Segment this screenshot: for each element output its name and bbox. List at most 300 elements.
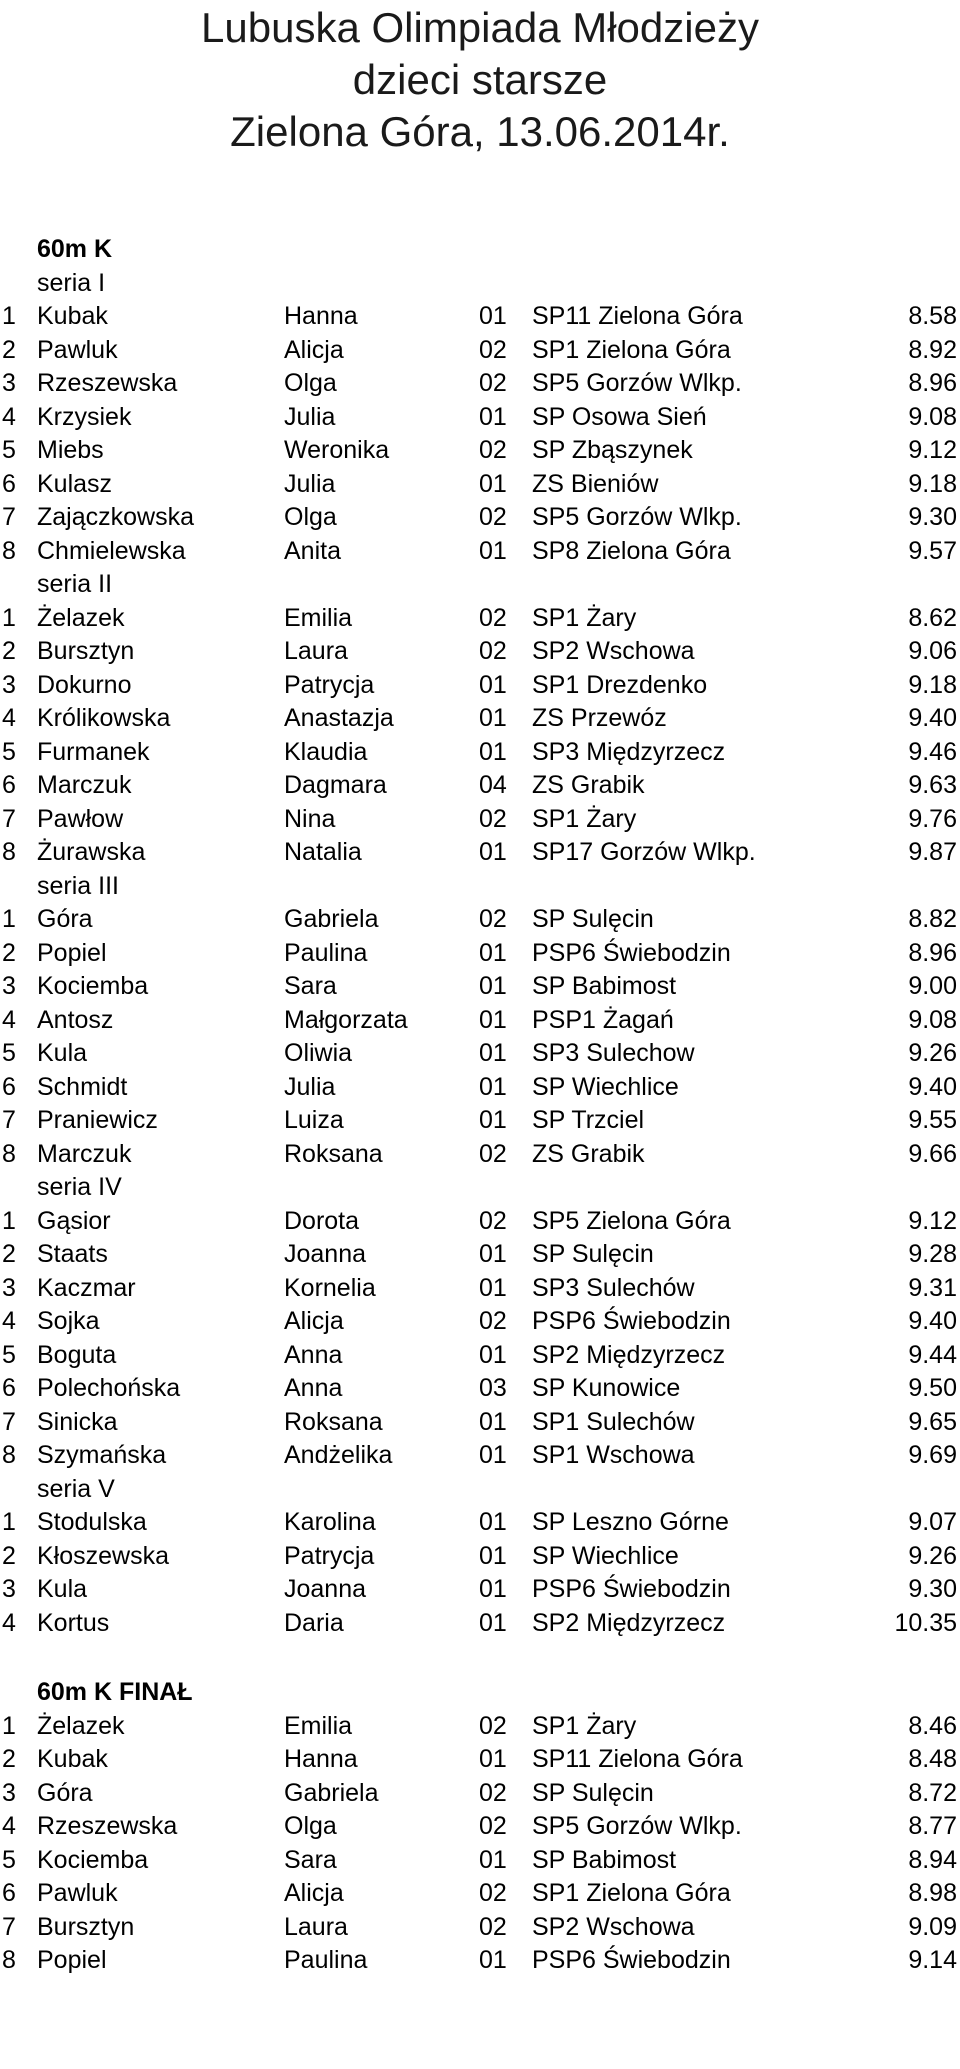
surname-cell: Kociemba	[37, 972, 149, 1000]
birth-year-cell: 04	[479, 771, 507, 799]
time-cell: 9.18	[908, 670, 957, 699]
place-cell: 4	[2, 1608, 16, 1637]
birth-year-cell: 01	[479, 1106, 507, 1134]
school-cell: SP5 Gorzów Wlkp.	[532, 1812, 742, 1840]
result-row	[0, 903, 960, 937]
time-cell: 9.65	[908, 1407, 957, 1436]
place-cell: 5	[2, 1845, 16, 1874]
first-name-cell: Julia	[284, 402, 336, 431]
place-cell: 3	[2, 1575, 16, 1603]
series-label: seria II	[37, 570, 113, 598]
first-name-cell: Olga	[284, 503, 337, 531]
result-row	[0, 1372, 960, 1406]
school-cell: ZS Grabik	[532, 1139, 645, 1168]
birth-year-cell: 02	[479, 1307, 507, 1335]
place-cell: 7	[2, 503, 16, 531]
school-cell: PSP6 Świebodzin	[532, 1946, 731, 1974]
birth-year-cell: 02	[479, 905, 507, 933]
first-name-cell: Anna	[284, 1340, 343, 1369]
first-name-cell: Gabriela	[284, 1778, 379, 1807]
school-cell: SP11 Zielona Góra	[532, 302, 743, 330]
result-row	[0, 1506, 960, 1540]
surname-cell: Kubak	[37, 1745, 108, 1773]
time-cell: 9.50	[908, 1374, 957, 1402]
series-heading	[0, 267, 960, 301]
series-label: seria I	[37, 268, 106, 297]
result-row	[0, 300, 960, 334]
result-row	[0, 535, 960, 569]
first-name-cell: Paulina	[284, 1946, 368, 1974]
time-cell: 9.57	[908, 536, 957, 565]
place-cell: 7	[2, 804, 16, 833]
school-cell: SP8 Zielona Góra	[532, 536, 731, 565]
time-cell: 9.40	[908, 704, 957, 732]
school-cell: SP2 Wschowa	[532, 1912, 695, 1941]
result-row	[0, 1004, 960, 1038]
birth-year-cell: 01	[479, 1340, 507, 1369]
time-cell: 9.12	[908, 436, 957, 464]
time-cell: 8.82	[908, 905, 957, 933]
time-cell: 9.07	[908, 1508, 957, 1536]
birth-year-cell: 01	[479, 704, 507, 732]
school-cell: SP1 Żary	[532, 804, 637, 833]
time-cell: 9.00	[908, 972, 957, 1000]
surname-cell: Rzeszewska	[37, 369, 178, 397]
time-cell: 9.30	[908, 1575, 957, 1603]
school-cell: SP1 Zielona Góra	[532, 1879, 731, 1907]
time-cell: 8.72	[908, 1778, 957, 1807]
result-row	[0, 367, 960, 401]
school-cell: PSP6 Świebodzin	[532, 938, 731, 967]
school-cell: PSP6 Świebodzin	[532, 1307, 731, 1335]
title-line-1: Lubuska Olimpiada Młodzieży	[201, 4, 759, 51]
result-row	[0, 334, 960, 368]
time-cell: 9.66	[908, 1139, 957, 1168]
place-cell: 7	[2, 1106, 16, 1134]
school-cell: SP Babimost	[532, 972, 677, 1000]
birth-year-cell: 03	[479, 1374, 507, 1402]
result-row	[0, 1104, 960, 1138]
result-row	[0, 1305, 960, 1339]
surname-cell: Popiel	[37, 938, 107, 967]
school-cell: SP2 Międzyrzecz	[532, 1340, 726, 1369]
first-name-cell: Roksana	[284, 1407, 383, 1436]
place-cell: 7	[2, 1407, 16, 1436]
birth-year-cell: 01	[479, 536, 507, 565]
time-cell: 9.18	[908, 469, 957, 498]
surname-cell: Miebs	[37, 436, 104, 464]
time-cell: 9.12	[908, 1206, 957, 1235]
first-name-cell: Anastazja	[284, 704, 394, 732]
result-row	[0, 1777, 960, 1811]
first-name-cell: Klaudia	[284, 737, 368, 766]
birth-year-cell: 02	[479, 1778, 507, 1807]
place-cell: 6	[2, 469, 16, 498]
time-cell: 10.35	[894, 1608, 957, 1637]
surname-cell: Kaczmar	[37, 1273, 136, 1302]
surname-cell: Kubak	[37, 302, 108, 330]
surname-cell: Sinicka	[37, 1407, 118, 1436]
first-name-cell: Hanna	[284, 302, 358, 330]
first-name-cell: Alicja	[284, 1307, 344, 1335]
first-name-cell: Hanna	[284, 1745, 358, 1773]
place-cell: 3	[2, 972, 16, 1000]
place-cell: 2	[2, 1745, 16, 1773]
surname-cell: Pawluk	[37, 335, 118, 364]
time-cell: 8.46	[908, 1711, 957, 1740]
first-name-cell: Olga	[284, 1812, 337, 1840]
event-title	[0, 1676, 960, 1710]
result-row	[0, 836, 960, 870]
birth-year-cell: 01	[479, 670, 507, 699]
surname-cell: Chmielewska	[37, 536, 186, 565]
result-row	[0, 1911, 960, 1945]
result-row	[0, 501, 960, 535]
first-name-cell: Paulina	[284, 938, 368, 967]
place-cell: 4	[2, 1005, 16, 1034]
place-cell: 7	[2, 1912, 16, 1941]
section-gap	[0, 1640, 960, 1676]
place-cell: 2	[2, 938, 16, 967]
surname-cell: Stodulska	[37, 1508, 147, 1536]
surname-cell: Kula	[37, 1039, 88, 1067]
place-cell: 1	[2, 1711, 16, 1740]
first-name-cell: Weronika	[284, 436, 390, 464]
result-row	[0, 1037, 960, 1071]
result-row	[0, 1944, 960, 1978]
result-row	[0, 1844, 960, 1878]
place-cell: 4	[2, 402, 16, 431]
surname-cell: Kłoszewska	[37, 1541, 169, 1570]
result-row	[0, 1406, 960, 1440]
first-name-cell: Anita	[284, 536, 341, 565]
result-row	[0, 937, 960, 971]
result-row	[0, 1272, 960, 1306]
first-name-cell: Alicja	[284, 1879, 344, 1907]
time-cell: 9.87	[908, 838, 957, 866]
first-name-cell: Nina	[284, 804, 336, 833]
school-cell: SP5 Zielona Góra	[532, 1206, 731, 1235]
series-label: seria III	[37, 871, 119, 900]
school-cell: SP Wiechlice	[532, 1541, 679, 1570]
result-row	[0, 1205, 960, 1239]
result-row	[0, 1339, 960, 1373]
school-cell: ZS Grabik	[532, 771, 645, 799]
first-name-cell: Emilia	[284, 1711, 353, 1740]
surname-cell: Marczuk	[37, 771, 132, 799]
place-cell: 5	[2, 737, 16, 766]
title-line-3: Zielona Góra, 13.06.2014r.	[230, 108, 730, 155]
birth-year-cell: 02	[479, 1711, 507, 1740]
result-row	[0, 1138, 960, 1172]
title-line-2: dzieci starsze	[352, 56, 608, 103]
first-name-cell: Patrycja	[284, 1541, 375, 1570]
surname-cell: Kociemba	[37, 1845, 149, 1874]
surname-cell: Zajączkowska	[37, 503, 194, 531]
result-row	[0, 970, 960, 1004]
place-cell: 2	[2, 1541, 16, 1570]
time-cell: 8.62	[908, 603, 957, 632]
event-title	[0, 233, 960, 267]
school-cell: SP3 Sulechów	[532, 1273, 695, 1302]
results-document	[0, 233, 960, 1978]
time-cell: 8.48	[908, 1745, 957, 1773]
time-cell: 9.08	[908, 1005, 957, 1034]
surname-cell: Królikowska	[37, 704, 171, 732]
first-name-cell: Daria	[284, 1608, 344, 1637]
surname-cell: Dokurno	[37, 670, 132, 699]
birth-year-cell: 01	[479, 1946, 507, 1974]
birth-year-cell: 02	[479, 804, 507, 833]
place-cell: 5	[2, 436, 16, 464]
place-cell: 3	[2, 1273, 16, 1302]
surname-cell: Kulasz	[37, 469, 113, 498]
first-name-cell: Dagmara	[284, 771, 387, 799]
time-cell: 9.26	[908, 1039, 957, 1067]
school-cell: SP Osowa Sień	[532, 402, 707, 431]
school-cell: SP3 Międzyrzecz	[532, 737, 726, 766]
result-row	[0, 468, 960, 502]
event-title-text: 60m K FINAŁ	[37, 1678, 193, 1706]
school-cell: SP11 Zielona Góra	[532, 1745, 743, 1773]
time-cell: 9.09	[908, 1912, 957, 1941]
birth-year-cell: 02	[479, 335, 507, 364]
birth-year-cell: 02	[479, 637, 507, 665]
place-cell: 4	[2, 704, 16, 732]
surname-cell: Góra	[37, 1778, 93, 1807]
birth-year-cell: 02	[479, 1139, 507, 1168]
time-cell: 9.31	[908, 1273, 957, 1302]
surname-cell: Sojka	[37, 1307, 100, 1335]
place-cell: 6	[2, 1374, 16, 1402]
school-cell: SP Leszno Górne	[532, 1508, 729, 1536]
birth-year-cell: 01	[479, 1273, 507, 1302]
first-name-cell: Laura	[284, 637, 348, 665]
place-cell: 2	[2, 1240, 16, 1268]
birth-year-cell: 02	[479, 1206, 507, 1235]
school-cell: SP Trzciel	[532, 1106, 645, 1134]
birth-year-cell: 01	[479, 972, 507, 1000]
place-cell: 5	[2, 1039, 16, 1067]
place-cell: 1	[2, 603, 16, 632]
first-name-cell: Oliwia	[284, 1039, 353, 1067]
birth-year-cell: 01	[479, 1240, 507, 1268]
school-cell: PSP6 Świebodzin	[532, 1575, 731, 1603]
surname-cell: Pawłow	[37, 804, 124, 833]
first-name-cell: Natalia	[284, 838, 362, 866]
result-row	[0, 1810, 960, 1844]
birth-year-cell: 02	[479, 503, 507, 531]
result-row	[0, 1540, 960, 1574]
birth-year-cell: 01	[479, 1072, 507, 1101]
place-cell: 8	[2, 1139, 16, 1168]
place-cell: 3	[2, 1778, 16, 1807]
result-row	[0, 736, 960, 770]
surname-cell: Antosz	[37, 1005, 114, 1034]
time-cell: 9.14	[908, 1946, 957, 1974]
first-name-cell: Joanna	[284, 1575, 367, 1603]
series-heading	[0, 568, 960, 602]
first-name-cell: Laura	[284, 1912, 348, 1941]
place-cell: 8	[2, 1441, 16, 1469]
birth-year-cell: 01	[479, 1608, 507, 1637]
surname-cell: Furmanek	[37, 737, 150, 766]
surname-cell: Polechońska	[37, 1374, 181, 1402]
first-name-cell: Sara	[284, 972, 337, 1000]
time-cell: 9.40	[908, 1307, 957, 1335]
time-cell: 8.77	[908, 1812, 957, 1840]
school-cell: SP3 Sulechow	[532, 1039, 695, 1067]
first-name-cell: Joanna	[284, 1240, 367, 1268]
result-row	[0, 1877, 960, 1911]
school-cell: SP17 Gorzów Wlkp.	[532, 838, 756, 866]
time-cell: 9.46	[908, 737, 957, 766]
series-label: seria V	[37, 1474, 115, 1503]
time-cell: 9.30	[908, 503, 957, 531]
surname-cell: Staats	[37, 1240, 108, 1268]
place-cell: 6	[2, 1879, 16, 1907]
birth-year-cell: 01	[479, 1005, 507, 1034]
school-cell: SP Wiechlice	[532, 1072, 679, 1101]
school-cell: SP2 Wschowa	[532, 637, 695, 665]
surname-cell: Krzysiek	[37, 402, 132, 431]
place-cell: 1	[2, 302, 16, 330]
place-cell: 8	[2, 1946, 16, 1974]
school-cell: SP Zbąszynek	[532, 436, 693, 464]
result-row	[0, 769, 960, 803]
birth-year-cell: 01	[479, 1575, 507, 1603]
surname-cell: Kula	[37, 1575, 88, 1603]
result-row	[0, 401, 960, 435]
result-row	[0, 1743, 960, 1777]
first-name-cell: Sara	[284, 1845, 337, 1874]
birth-year-cell: 01	[479, 469, 507, 498]
surname-cell: Żelazek	[37, 1711, 125, 1740]
result-row	[0, 434, 960, 468]
series-heading	[0, 1473, 960, 1507]
birth-year-cell: 02	[479, 1812, 507, 1840]
birth-year-cell: 02	[479, 1912, 507, 1941]
school-cell: SP2 Międzyrzecz	[532, 1608, 726, 1637]
school-cell: SP Sulęcin	[532, 1778, 654, 1807]
school-cell: SP Kunowice	[532, 1374, 681, 1402]
school-cell: SP1 Wschowa	[532, 1441, 695, 1469]
place-cell: 4	[2, 1812, 16, 1840]
place-cell: 3	[2, 369, 16, 397]
time-cell: 9.55	[908, 1106, 957, 1134]
birth-year-cell: 02	[479, 603, 507, 632]
time-cell: 8.58	[908, 302, 957, 330]
time-cell: 9.26	[908, 1541, 957, 1570]
first-name-cell: Gabriela	[284, 905, 379, 933]
time-cell: 9.08	[908, 402, 957, 431]
place-cell: 1	[2, 1206, 16, 1235]
time-cell: 9.44	[908, 1340, 957, 1369]
school-cell: SP Sulęcin	[532, 1240, 654, 1268]
school-cell: PSP1 Żagań	[532, 1005, 674, 1034]
surname-cell: Popiel	[37, 1946, 107, 1974]
surname-cell: Szymańska	[37, 1441, 167, 1469]
school-cell: ZS Przewóz	[532, 704, 667, 732]
result-row	[0, 1071, 960, 1105]
birth-year-cell: 01	[479, 1407, 507, 1436]
birth-year-cell: 02	[479, 1879, 507, 1907]
surname-cell: Praniewicz	[37, 1106, 158, 1134]
first-name-cell: Dorota	[284, 1206, 360, 1235]
first-name-cell: Kornelia	[284, 1273, 376, 1302]
birth-year-cell: 01	[479, 1845, 507, 1874]
place-cell: 6	[2, 771, 16, 799]
birth-year-cell: 01	[479, 737, 507, 766]
surname-cell: Schmidt	[37, 1072, 128, 1101]
surname-cell: Rzeszewska	[37, 1812, 178, 1840]
place-cell: 3	[2, 670, 16, 699]
result-row	[0, 1710, 960, 1744]
result-row	[0, 1607, 960, 1641]
birth-year-cell: 02	[479, 369, 507, 397]
time-cell: 9.28	[908, 1240, 957, 1268]
first-name-cell: Luiza	[284, 1106, 344, 1134]
school-cell: SP1 Żary	[532, 1711, 637, 1740]
school-cell: ZS Bieniów	[532, 469, 659, 498]
time-cell: 8.96	[908, 938, 957, 967]
birth-year-cell: 01	[479, 838, 507, 866]
time-cell: 9.63	[908, 771, 957, 799]
surname-cell: Boguta	[37, 1340, 117, 1369]
first-name-cell: Anna	[284, 1374, 343, 1402]
result-row	[0, 1439, 960, 1473]
time-cell: 8.94	[908, 1845, 957, 1874]
place-cell: 1	[2, 1508, 16, 1536]
surname-cell: Marczuk	[37, 1139, 132, 1168]
event-title-text: 60m K	[37, 235, 113, 263]
time-cell: 9.76	[908, 804, 957, 833]
surname-cell: Gąsior	[37, 1206, 111, 1235]
result-row	[0, 1238, 960, 1272]
surname-cell: Kortus	[37, 1608, 110, 1637]
surname-cell: Żelazek	[37, 603, 125, 632]
school-cell: SP5 Gorzów Wlkp.	[532, 369, 742, 397]
place-cell: 1	[2, 905, 16, 933]
time-cell: 8.92	[908, 335, 957, 364]
place-cell: 8	[2, 838, 16, 866]
birth-year-cell: 01	[479, 938, 507, 967]
result-row	[0, 669, 960, 703]
birth-year-cell: 02	[479, 436, 507, 464]
surname-cell: Żurawska	[37, 838, 146, 866]
first-name-cell: Andżelika	[284, 1441, 393, 1469]
birth-year-cell: 01	[479, 1541, 507, 1570]
first-name-cell: Małgorzata	[284, 1005, 408, 1034]
result-row	[0, 1573, 960, 1607]
school-cell: SP1 Żary	[532, 603, 637, 632]
first-name-cell: Emilia	[284, 603, 353, 632]
first-name-cell: Julia	[284, 469, 336, 498]
school-cell: SP5 Gorzów Wlkp.	[532, 503, 742, 531]
school-cell: SP1 Zielona Góra	[532, 335, 731, 364]
place-cell: 6	[2, 1072, 16, 1101]
surname-cell: Góra	[37, 905, 93, 933]
school-cell: SP1 Sulechów	[532, 1407, 695, 1436]
series-heading	[0, 870, 960, 904]
birth-year-cell: 01	[479, 1745, 507, 1773]
first-name-cell: Julia	[284, 1072, 336, 1101]
surname-cell: Pawluk	[37, 1879, 118, 1907]
time-cell: 9.06	[908, 637, 957, 665]
first-name-cell: Alicja	[284, 335, 344, 364]
school-cell: SP Babimost	[532, 1845, 677, 1874]
surname-cell: Bursztyn	[37, 637, 135, 665]
